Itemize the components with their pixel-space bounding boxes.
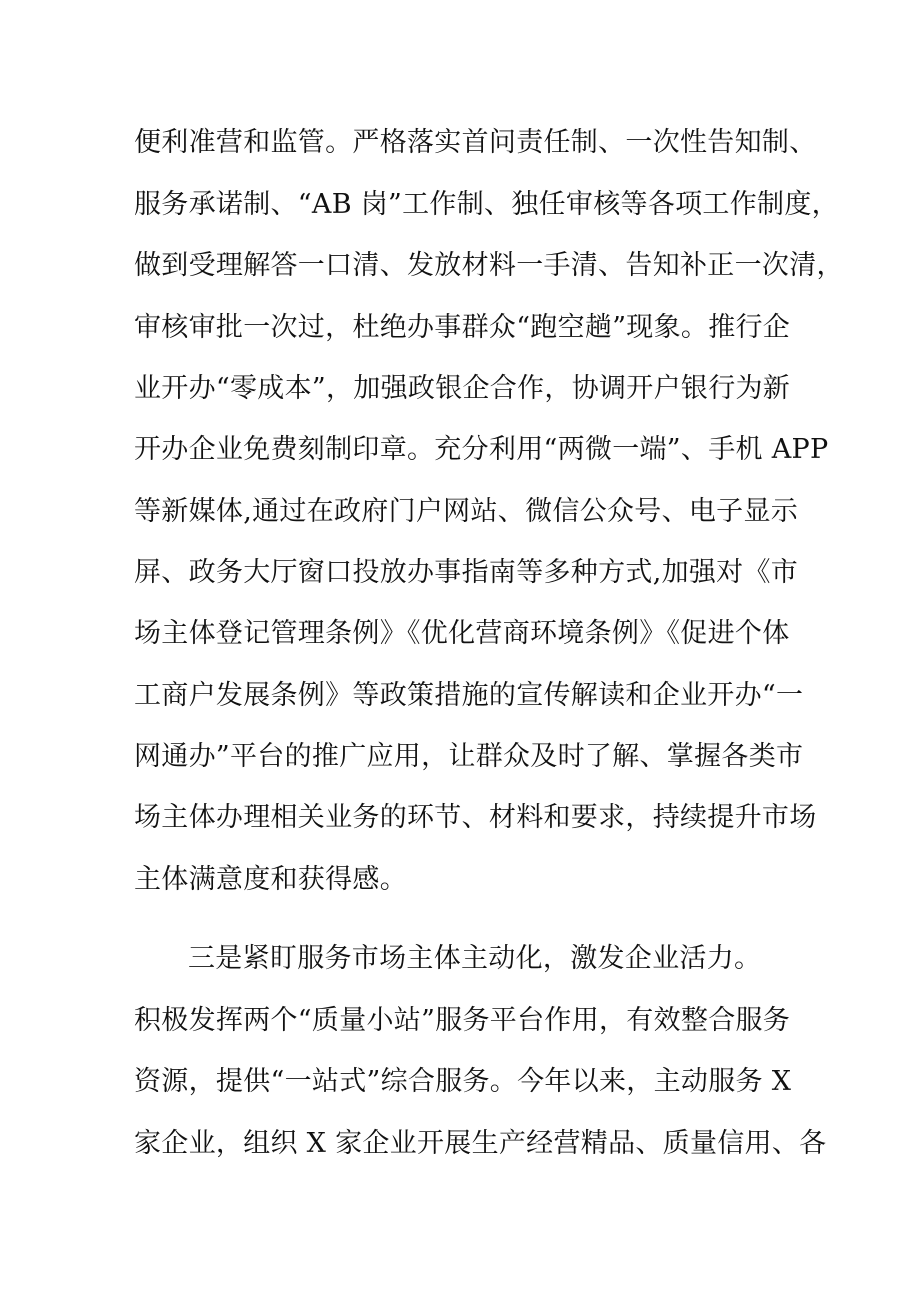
text-line: 积极发挥两个“质量小站”服务平台作用，有效整合服务 [134, 1005, 791, 1036]
text-line: 家企业，组织 X 家企业开展生产经营精品、质量信用、各 [134, 1128, 827, 1159]
text-line: 审核审批一次过，杜绝办事群众“跑空趟”现象。推行企 [134, 312, 791, 343]
text-line: 场主体办理相关业务的环节、材料和要求，持续提升市场 [134, 802, 817, 833]
text-line: 场主体登记管理条例》《优化营商环境条例》《促进个体 [134, 618, 790, 649]
text-line: 网通办”平台的推广应用，让群众及时了解、掌握各类市 [134, 741, 804, 772]
text-line: 工商户发展条例》等政策措施的宣传解读和企业开办“一 [134, 680, 804, 711]
text-line: 做到受理解答一口清、发放材料一手清、告知补正一次清， [134, 250, 844, 281]
text-line: 屏、政务大厅窗口投放办事指南等多种方式,加强对《市 [134, 557, 799, 588]
text-line: 等新媒体,通过在政府门户网站、微信公众号、电子显示 [134, 496, 799, 527]
text-line: 资源，提供“一站式”综合服务。今年以来，主动服务 X [134, 1066, 792, 1097]
text-line: 主体满意度和获得感。 [134, 864, 407, 895]
text-line: 便利准营和监管。严格落实首问责任制、一次性告知制、 [134, 127, 817, 158]
text-line: 服务承诺制、“AB 岗”工作制、独任审核等各项工作制度， [134, 189, 839, 220]
text-line: 业开办“零成本”，加强政银企合作，协调开户银行为新 [134, 373, 791, 404]
text-line: 开办企业免费刻制印章。充分利用“两微一端”、手机 APP [134, 434, 829, 465]
section-heading: 三是紧盯服务市场主体主动化，激发企业活力。 [188, 943, 762, 974]
